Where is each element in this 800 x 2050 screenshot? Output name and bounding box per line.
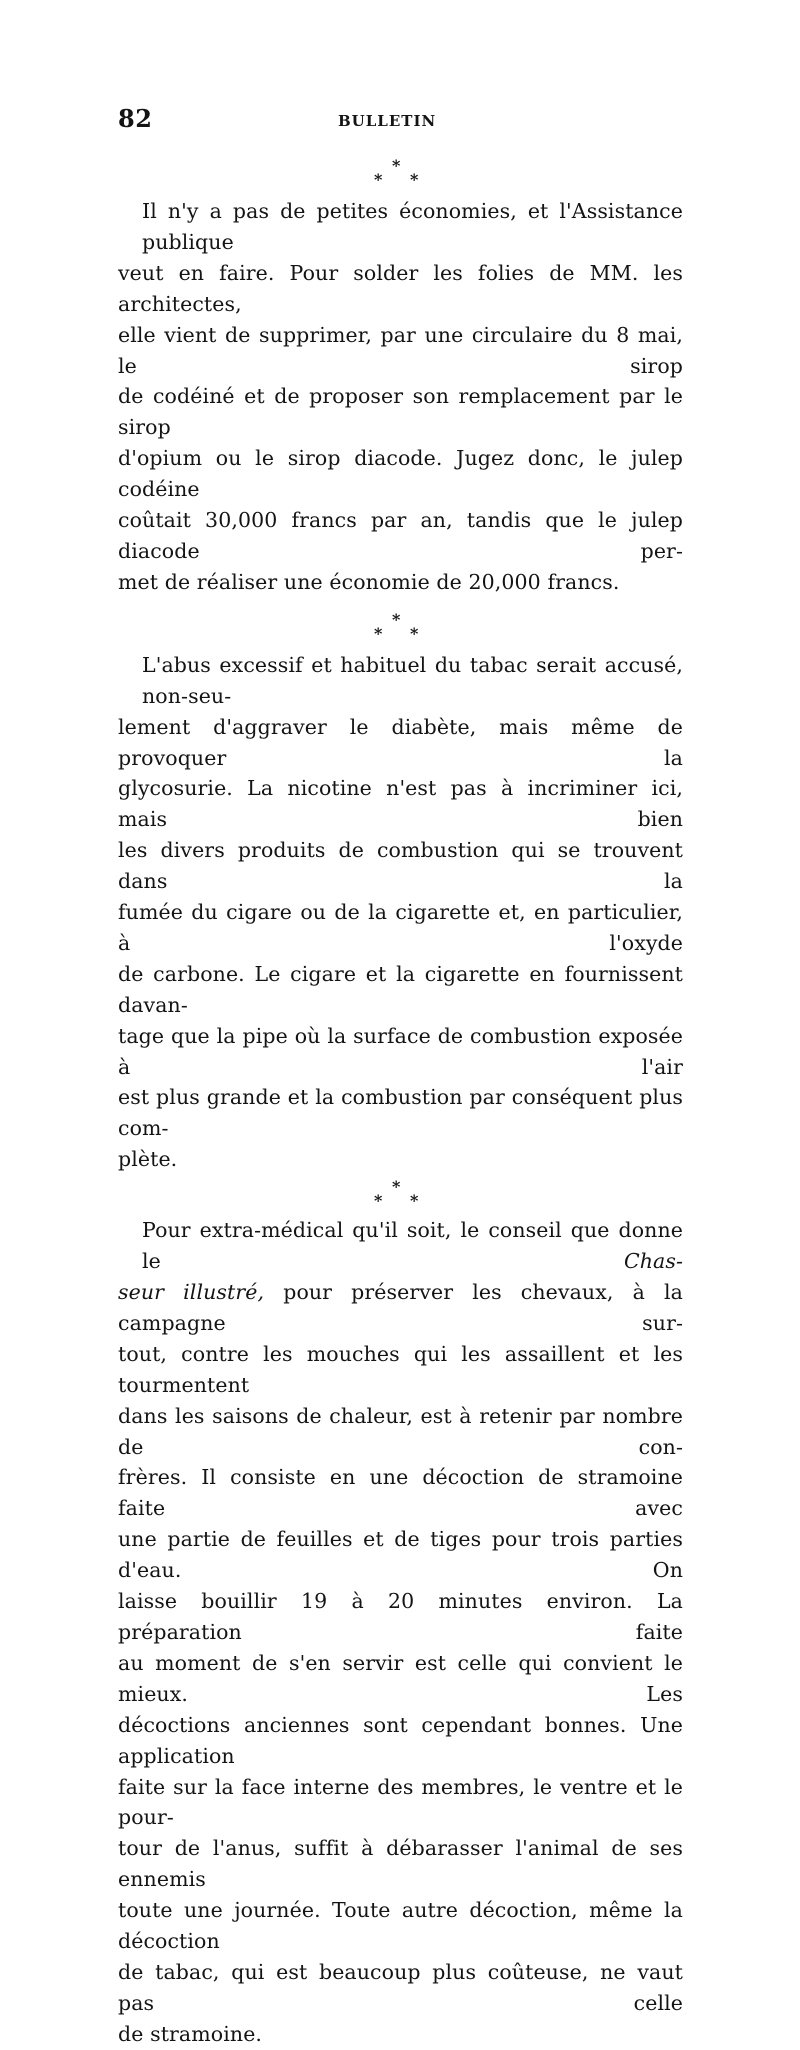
italic-title: Chas- [623, 1249, 683, 1274]
asterisk: * [374, 623, 383, 643]
asterisk: * [392, 1177, 401, 1197]
section-separator [118, 150, 683, 196]
text-line: met de réaliser une économie de 20,000 francs. [118, 569, 620, 594]
text-line: toute une journée. Toute autre décoction, même la décoction [118, 1898, 683, 1954]
text-line: veut en faire. Pour solder les folies de MM. les architectes, [118, 260, 683, 316]
text-line: est plus grande et la combustion par conséquent plus com- [118, 1085, 683, 1141]
asterisk: * [374, 170, 383, 189]
italic-title: seur illustré, [118, 1280, 265, 1304]
text-line: de stramoine. [118, 2021, 263, 2046]
text-line: d'opium ou le sirop diacode. Jugez donc, le julep codéine [118, 446, 683, 502]
asterisk: * [392, 609, 401, 629]
text-line: glycosurie. La nicotine n'est pas à incriminer ici, mais bien [118, 776, 683, 832]
text-fragment: Pour extra-médical qu'il soit, le conseil que donne le [142, 1218, 683, 1274]
asterisk: * [410, 623, 419, 643]
text-line: de carbone. Le cigare et la cigarette en fournissent davan- [118, 961, 683, 1017]
body-text [118, 150, 683, 2050]
section-separator [118, 1175, 683, 1215]
text-line: tout, contre les mouches qui les assaillent et les tourmentent [118, 1341, 683, 1397]
asterisk: * [392, 156, 401, 175]
text-line: elle vient de supprimer, par une circulaire du 8 mai, le sirop [118, 322, 683, 378]
text-fragment: pour préserver les chevaux, à la campagne sur- [118, 1280, 683, 1335]
text-line: de codéiné et de proposer son remplacement par le sirop [118, 384, 683, 440]
text-line: de tabac, qui est beaucoup plus coûteuse, ne vaut pas celle [118, 1959, 683, 2015]
text-line: les divers produits de combustion qui se trouvent dans la [118, 838, 683, 894]
text-line [118, 1277, 683, 1339]
text-line: lement d'aggraver le diabète, mais même de provoquer la [118, 714, 683, 770]
text-line [118, 1215, 683, 1277]
text-line: au moment de s'en servir est celle qui convient le mieux. Les [118, 1650, 683, 1706]
asterisk: * [410, 170, 419, 189]
text-line: décoctions anciennes sont cependant bonnes. Une application [118, 1712, 683, 1768]
text-line: une partie de feuilles et de tiges pour trois parties d'eau. On [118, 1527, 683, 1583]
page-number: 82 [118, 104, 153, 133]
text-line: L'abus excessif et habituel du tabac serait accusé, non-seu- [142, 652, 683, 708]
text-line: coûtait 30,000 francs par an, tandis que le julep diacode per- [118, 508, 683, 563]
text-line: Il n'y a pas de petites économies, et l'Assistance publique [142, 199, 683, 254]
text-line: plète. [118, 1147, 178, 1172]
text-line: frères. Il consiste en une décoction de stramoine faite avec [118, 1465, 683, 1521]
text-line: tour de l'anus, suffit à débarasser l'animal de ses ennemis [118, 1836, 683, 1892]
running-title: BULLETIN [338, 112, 437, 130]
page-header [118, 104, 683, 134]
section-separator [118, 598, 683, 650]
text-line: fumée du cigare ou de la cigarette et, en particulier, à l'oxyde [118, 900, 683, 955]
paragraph-economies [118, 196, 683, 598]
asterisk: * [410, 1191, 419, 1211]
text-line: laisse bouillir 19 à 20 minutes environ. La préparation faite [118, 1589, 683, 1644]
asterisk: * [374, 1191, 383, 1211]
text-line: faite sur la face interne des membres, le ventre et le pour- [118, 1774, 683, 1830]
paragraph-stramoine [118, 1215, 683, 2049]
text-line: tage que la pipe où la surface de combustion exposée à l'air [118, 1023, 683, 1079]
paragraph-tabac [118, 650, 683, 1175]
text-line: dans les saisons de chaleur, est à retenir par nombre de con- [118, 1403, 683, 1459]
